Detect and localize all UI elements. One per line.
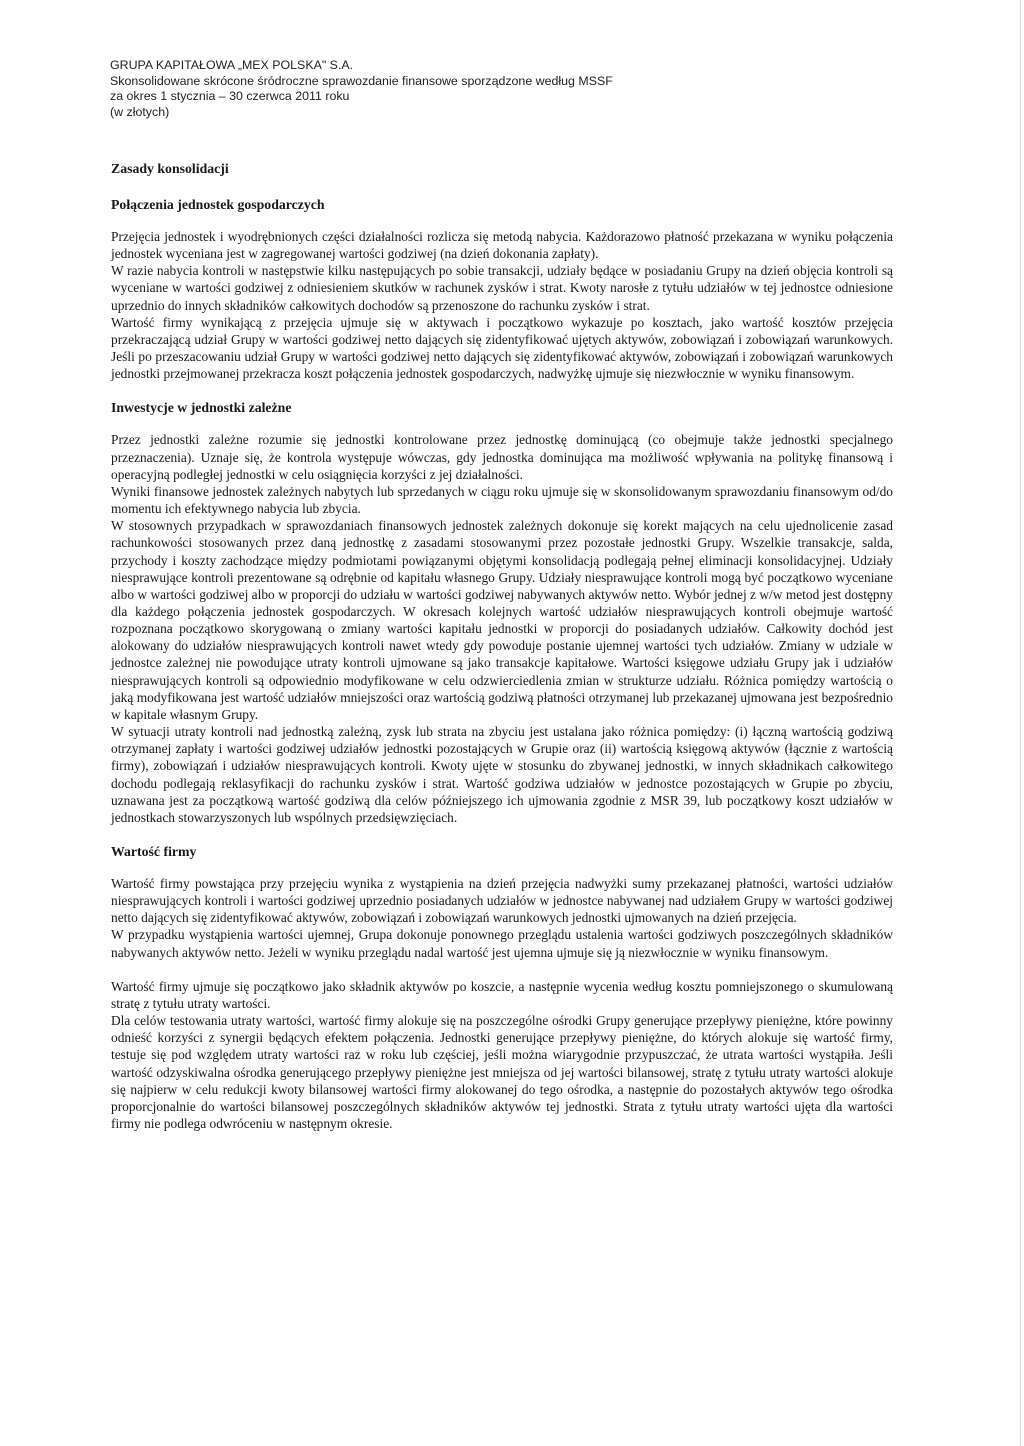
paragraph: Wyniki finansowe jednostek zależnych nabytych lub sprzedanych w ciągu roku ujmuje się w skonsolidowanym sprawozdaniu finansowym od/do momentu ich efektywnego nabycia lub zbycia. <box>111 483 893 517</box>
paragraph: W przypadku wystąpienia wartości ujemnej, Grupa dokonuje ponownego przeglądu ustalenia wartości godziwych poszczególnych składników nabywanych aktywów netto. Jeżeli w wyniku przeglądu nadal wartość jest ujemna ujmuje się ją niezwłocznie w wyniku finansowym. <box>111 927 893 960</box>
subsection-title-subsidiaries: Inwestycje w jednostki zależne <box>111 400 292 416</box>
company-name: GRUPA KAPITAŁOWA „MEX POLSKA" S.A. <box>110 58 354 72</box>
paragraph: W razie nabycia kontroli w następstwie kilku następujących po sobie transakcji, udziały będące w posiadaniu Grupy na dzień objęcia kontroli są wyceniane w wartości godziwej z odniesieniem skutków w rachunek zysków i strat. Kwoty narosłe z tytułu udziałów w tej jednostce odniesione uprzednio do innych składników całkowitych dochodów są przenoszone do rachunku zysków i strat. <box>111 263 893 313</box>
paragraph: Przejęcia jednostek i wyodrębnionych części działalności rozlicza się metodą nabycia. Każdorazowo płatność przekazana w wyniku połączenia jednostek wyceniana jest w zagregowanej wartości godziwej (na dzień dokonania zapłaty). <box>111 229 893 262</box>
scan-edge-line <box>1020 0 1021 1446</box>
section-title: Zasady konsolidacji <box>111 161 229 176</box>
document-header <box>110 58 910 120</box>
subsection-title-goodwill: Wartość firmy <box>111 844 197 859</box>
paragraph: W stosownych przypadkach w sprawozdaniach finansowych jednostek zależnych dokonuje się korekt mających na celu ujednolicenie zasad rachunkowości stosowanych przez daną jednostkę z zasadami stosowanymi przez pozostałe jednostki Grupy. Wszelkie transakcje, salda, przychody i koszty zachodzące między podmiotami powiązanymi objętymi konsolidacją podlegają pełnej eliminacji konsolidacyjnej. Udziały niesprawujące kontroli prezentowane są odrębnie od kapitału własnego Grupy. Udziały niesprawujące kontroli mogą być początkowo wyceniane albo w wartości godziwej albo w proporcji do udziału w wartości godziwej nabywanych aktywów netto. Wybór jednej z w/w metod jest dostępny dla każdego połączenia jednostek gospodarczych. W okresach kolejnych wartość udziałów niesprawujących kontroli obejmuje wartość rozpoznana początkowo skorygowaną o zmiany wartości kapitału jednostki w proporcji do posiadanych udziałów. Całkowity dochód jest alokowany do udziałów niesprawujących kontroli nawet wtedy gdy powoduje postanie ujemnej wartości tych udziałów. Zmiany w udziale w jednostce zależnej nie powodujące utraty kontroli ujmowane są jako transakcje kapitałowe. Wartości księgowe udziału Grupy jak i udziałów niesprawujących kontroli są odpowiednio modyfikowane w celu odzwierciedlenia zmian w strukturze udziału. Różnica pomiędzy wartością o jaką modyfikowana jest wartość udziałów mniejszości oraz wartością godziwą płatności otrzymanej lub przekazanej ujmowana jest bezpośrednio w kapitale własnym Grupy. <box>111 518 893 722</box>
document-body <box>111 160 893 1132</box>
paragraph: Wartość firmy wynikającą z przejęcia ujmuje się w aktywach i początkowo wykazuje po kosztach, jako wartość kosztów przejęcia przekraczającą udział Grupy w wartości godziwej netto dających się zidentyfikować ujętych aktywów, zobowiązań i zobowiązań warunkowych. Jeśli po przeszacowaniu udział Grupy w wartości godziwej netto dających się zidentyfikować aktywów, zobowiązań i zobowiązań warunkowych jednostki przejmowanej przekracza koszt połączenia jednostek gospodarczych, nadwyżkę ujmuje się niezwłocznie w wyniku finansowym. <box>111 314 893 382</box>
paragraph: Dla celów testowania utraty wartości, wartość firmy alokuje się na poszczególne ośrodki Grupy generujące przepływy pieniężne, które powinny odnieść korzyści z synergii będących efektem połączenia. Jednostki generujące przepływy pieniężne, do których alokuje się wartość firmy, testuje się pod względem utraty wartości raz w roku lub częściej, jeśli można wiarygodnie przypuszczać, że utrata wartości wystąpiła. Jeśli wartość odzyskiwalna ośrodka generującego przepływy pieniężne jest mniejsza od jej wartości bilansowej, stratę z tytułu utraty wartości alokuje się najpierw w celu redukcji kwoty bilansowej wartości firmy alokowanej do tego ośrodka, a następnie do pozostałych aktywów tego ośrodka proporcjonalnie do wartości bilansowej poszczególnych składników aktywów tej jednostki. Strata z tytułu utraty wartości ujęta dla wartości firmy nie podlega odwróceniu w następnym okresie. <box>111 1013 893 1132</box>
currency-note: (w złotych) <box>110 104 170 119</box>
report-title: Skonsolidowane skrócone śródroczne sprawozdanie finansowe sporządzone według MSSF <box>110 73 613 88</box>
subsection-title-business-combinations: Połączenia jednostek gospodarczych <box>111 197 325 212</box>
paragraph-gap <box>111 961 893 978</box>
paragraph: Wartość firmy powstająca przy przejęciu wynika z wystąpienia na dzień przejęcia nadwyżki sumy przekazanej płatności, wartości udziałów niesprawujących kontroli i wartości godziwej uprzednio posiadanych udziałów w jednostce nabywanej nad udziałem Grupy w wartości godziwej netto dających się zidentyfikować aktywów, zobowiązań i zobowiązań warunkowych jednostki ujmowanych na dzień przejęcia. <box>111 876 893 926</box>
paragraph: Wartość firmy ujmuje się początkowo jako składnik aktywów po koszcie, a następnie wycenia według kosztu pomniejszonego o skumulowaną stratę z tytułu utraty wartości. <box>111 978 893 1011</box>
paragraph: W sytuacji utraty kontroli nad jednostką zależną, zysk lub strata na zbyciu jest ustalana jako różnica pomiędzy: (i) łączną wartością godziwą otrzymanej zapłaty i wartości godziwej udziałów jednostki pozostających w Grupie oraz (ii) wartością księgową aktywów (łącznie z wartością firmy), zobowiązań i udziałów niesprawujących kontroli. Kwoty ujęte w stosunku do zbywanej jednostki, w innych składnikach całkowitego dochodu podlegają reklasyfikacji do rachunku zysków i strat. Wartość godziwa udziałów w jednostce pozostających w Grupie po zbyciu, uznawana jest za początkową wartość godziwą dla celów późniejszego ich ujmowania zgodnie z MSR 39, lub początkowy koszt udziałów w jednostkach stowarzyszonych lub wspólnych przedsięwzięciach. <box>111 724 893 825</box>
paragraph: Przez jednostki zależne rozumie się jednostki kontrolowane przez jednostkę dominującą (co obejmuje także jednostki specjalnego przeznaczenia). Uznaje się, że kontrola występuje wówczas, gdy jednostka dominująca ma możliwość wpływania na politykę finansową i operacyjną podległej jednostki w celu osiągnięcia korzyści z jej działalności. <box>111 432 893 482</box>
report-period: za okres 1 stycznia – 30 czerwca 2011 roku <box>110 89 350 104</box>
